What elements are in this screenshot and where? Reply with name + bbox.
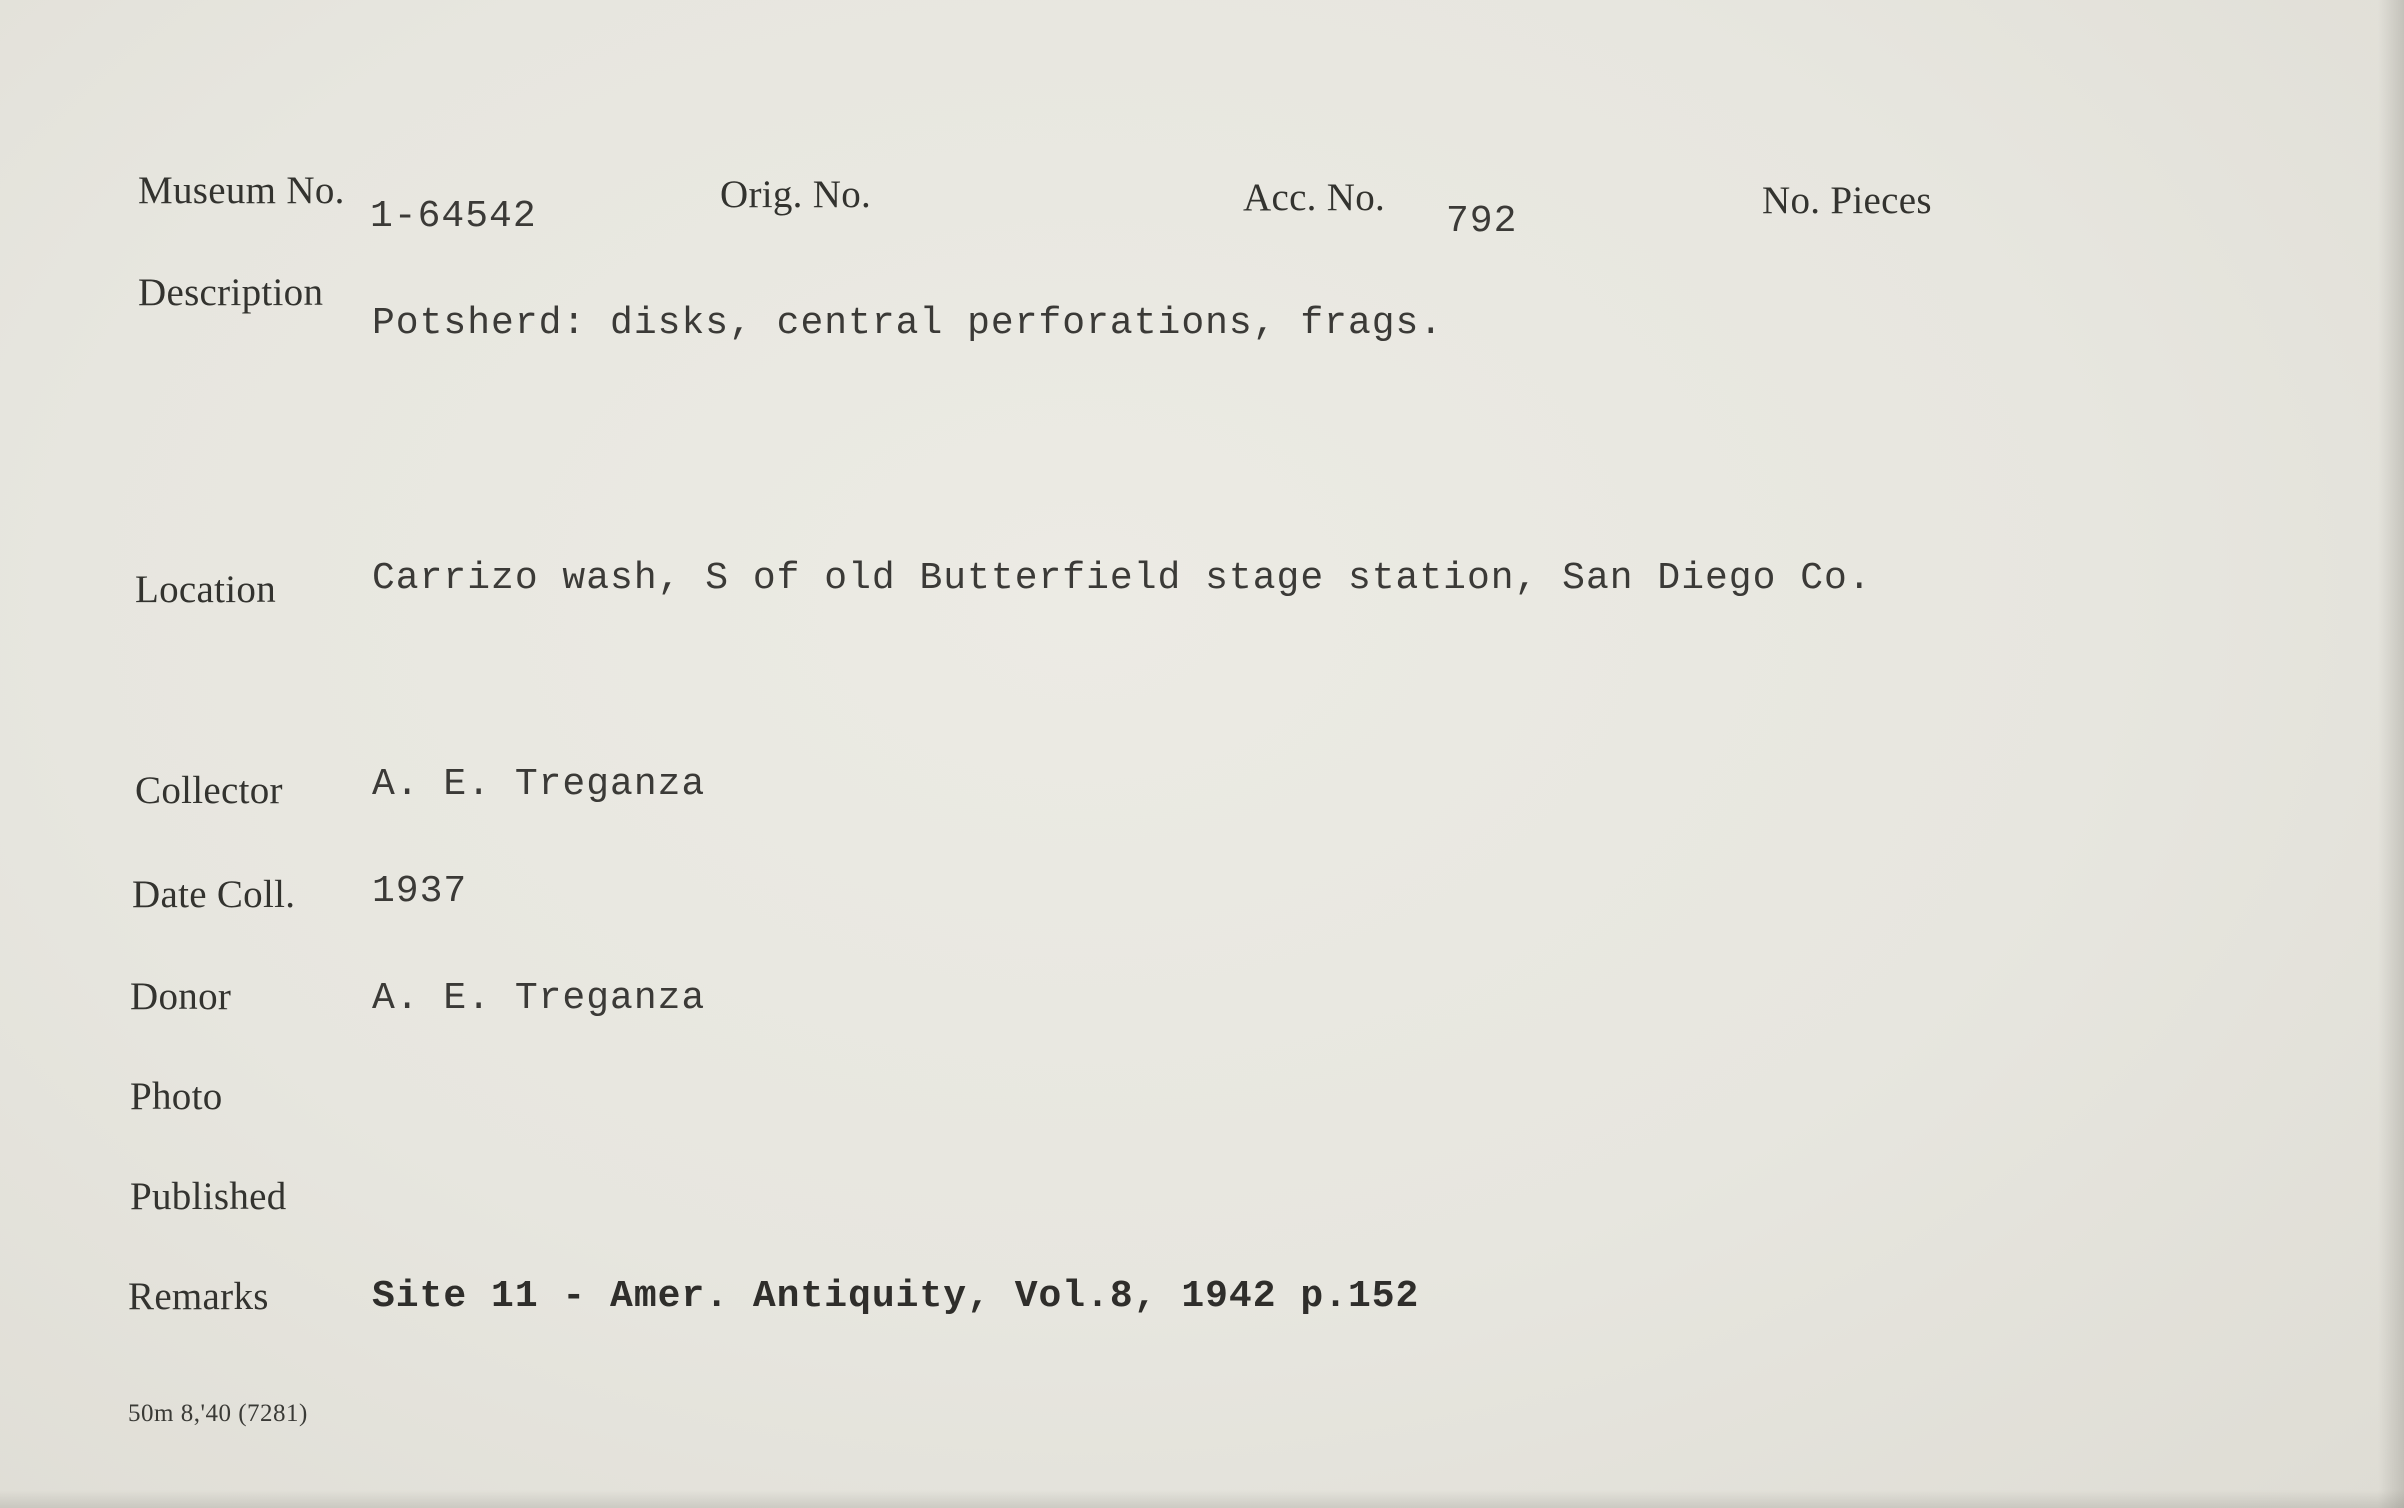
donor-value: A. E. Treganza [372,977,706,1020]
published-label: Published [130,1175,287,1218]
orig-no-label: Orig. No. [720,173,872,216]
date-coll-value: 1937 [372,870,468,913]
remarks-value: Site 11 - Amer. Antiquity, Vol.8, 1942 p.152 [372,1275,1420,1318]
donor-label: Donor [130,975,232,1018]
location-label: Location [135,568,277,611]
acc-no-label: Acc. No. [1243,176,1386,219]
acc-no-value: 792 [1446,200,1518,243]
description-value: Potsherd: disks, central perforations, frags. [372,302,1444,345]
no-pieces-label: No. Pieces [1762,179,1932,222]
date-coll-label: Date Coll. [132,873,296,916]
remarks-label: Remarks [128,1275,269,1318]
museum-no-label: Museum No. [138,169,345,212]
print-code: 50m 8,'40 (7281) [128,1400,308,1427]
description-label: Description [138,271,324,314]
collector-label: Collector [135,769,283,812]
location-value: Carrizo wash, S of old Butterfield stage station, San Diego Co. [372,557,1872,600]
photo-label: Photo [130,1075,223,1118]
museum-no-value: 1-64542 [370,195,537,238]
collector-value: A. E. Treganza [372,763,706,806]
